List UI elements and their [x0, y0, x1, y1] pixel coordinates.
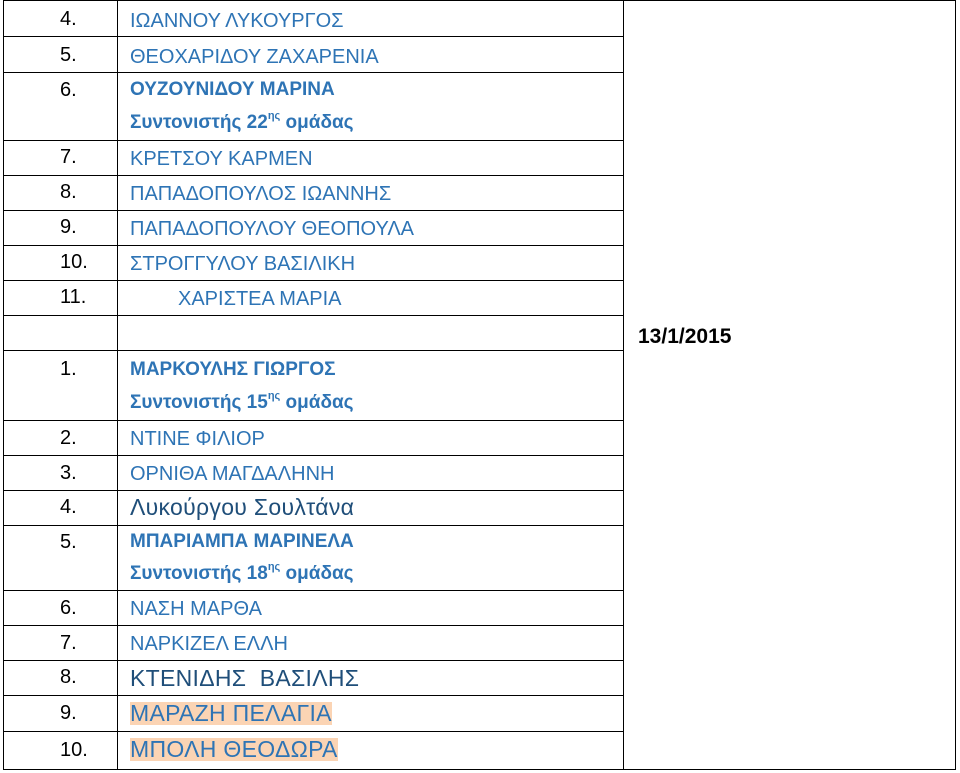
member-name: ΠΑΠΑΔΟΠΟΥΛΟΥ ΘΕΟΠΟΥΛΑ: [130, 218, 415, 240]
row-line: [3, 36, 623, 37]
row-number: 4.: [60, 496, 77, 518]
row-number: 1.: [60, 358, 77, 380]
member-name: ΝΑΡΚΙΖΕΛ ΕΛΛΗ: [130, 633, 288, 655]
member-name: ΙΩΑΝΝΟΥ ΛΥΚΟΥΡΓΟΣ: [130, 10, 344, 32]
row-line: [3, 695, 623, 696]
row-line: [3, 660, 623, 661]
row-number: 4.: [60, 8, 77, 30]
coordinator-suffix: ομάδας: [280, 392, 354, 413]
member-name: ΜΠΑΡΙΑΜΠΑ ΜΑΡΙΝΕΛΑ: [130, 531, 354, 552]
row-number: 7.: [60, 146, 77, 168]
coordinator-prefix: Συντονιστής 22: [130, 112, 268, 133]
row-number: 10.: [60, 251, 88, 273]
member-name: ΘΕΟΧΑΡΙΔΟΥ ΖΑΧΑΡΕΝΙΑ: [130, 46, 379, 68]
coordinator-label: [130, 561, 354, 584]
row-number: 11.: [60, 286, 87, 308]
row-number: 5.: [60, 531, 77, 553]
row-number: 9.: [60, 216, 77, 238]
coordinator-ordinal: ης: [267, 390, 281, 402]
coordinator-prefix: Συντονιστής 15: [130, 392, 268, 413]
row-line: [3, 175, 623, 176]
member-name: ΟΡΝΙΘΑ ΜΑΓΔΑΛΗΝΗ: [130, 463, 335, 485]
row-number: 2.: [60, 427, 77, 449]
roster-table: [3, 0, 956, 770]
row-line: [3, 0, 956, 1]
session-date: 13/1/2015: [638, 325, 732, 348]
row-line: [3, 140, 623, 141]
column-divider-number: [117, 0, 118, 770]
row-line: [3, 625, 623, 626]
coordinator-suffix: ομάδας: [280, 112, 354, 133]
row-line: [3, 420, 623, 421]
row-number: 3.: [60, 462, 77, 484]
coordinator-label: [130, 110, 354, 133]
coordinator-prefix: Συντονιστής 18: [130, 563, 268, 584]
row-line: [3, 280, 623, 281]
member-name: ΧΑΡΙΣΤΕΑ ΜΑΡΙΑ: [178, 288, 342, 310]
member-name: ΣΤΡΟΓΓΥΛΟΥ ΒΑΣΙΛΙΚΗ: [130, 253, 356, 275]
row-line: [3, 455, 623, 456]
row-number: 5.: [60, 44, 77, 66]
coordinator-ordinal: ης: [267, 561, 281, 573]
row-number: 6.: [60, 597, 77, 619]
row-number: 8.: [60, 666, 77, 688]
row-number: 6.: [60, 79, 77, 101]
table-border-right: [955, 0, 956, 770]
row-line: [3, 350, 623, 351]
row-line: [3, 490, 623, 491]
row-line: [3, 315, 623, 316]
member-name: ΜΑΡΑΖΗ ΠΕΛΑΓΙΑ: [130, 700, 332, 726]
row-number: 7.: [60, 632, 77, 654]
row-line: [3, 72, 623, 73]
member-name: ΜΑΡΚΟΥΛΗΣ ΓΙΩΡΓΟΣ: [130, 359, 336, 380]
table-border-left: [3, 0, 4, 770]
member-name: ΜΠΟΛΗ ΘΕΟΔΩΡΑ: [130, 736, 338, 762]
member-name: ΚΤΕΝΙΔΗΣ ΒΑΣΙΛΗΣ: [130, 665, 360, 691]
row-line: [3, 731, 623, 732]
row-number: 8.: [60, 181, 77, 203]
member-name: ΟΥΖΟΥΝΙΔΟΥ ΜΑΡΙΝΑ: [130, 79, 335, 100]
member-name: ΝΑΣΗ ΜΑΡΘΑ: [130, 598, 263, 620]
row-number: 10.: [60, 739, 88, 761]
member-name: ΚΡΕΤΣΟΥ ΚΑΡΜΕΝ: [130, 148, 313, 170]
coordinator-label: [130, 390, 354, 413]
member-name: Λυκούργου Σουλτάνα: [130, 494, 355, 520]
row-line: [3, 590, 623, 591]
row-line: [3, 525, 623, 526]
row-number: 9.: [60, 702, 77, 724]
coordinator-suffix: ομάδας: [280, 563, 354, 584]
coordinator-ordinal: ης: [267, 110, 281, 122]
member-name: ΝΤΙΝΕ ΦΙΛΙΟΡ: [130, 428, 265, 450]
row-line: [3, 245, 623, 246]
member-name: ΠΑΠΑΔΟΠΟΥΛΟΣ ΙΩΑΝΝΗΣ: [130, 183, 392, 205]
row-line: [3, 769, 956, 770]
row-line: [3, 210, 623, 211]
column-divider-name: [623, 0, 624, 770]
